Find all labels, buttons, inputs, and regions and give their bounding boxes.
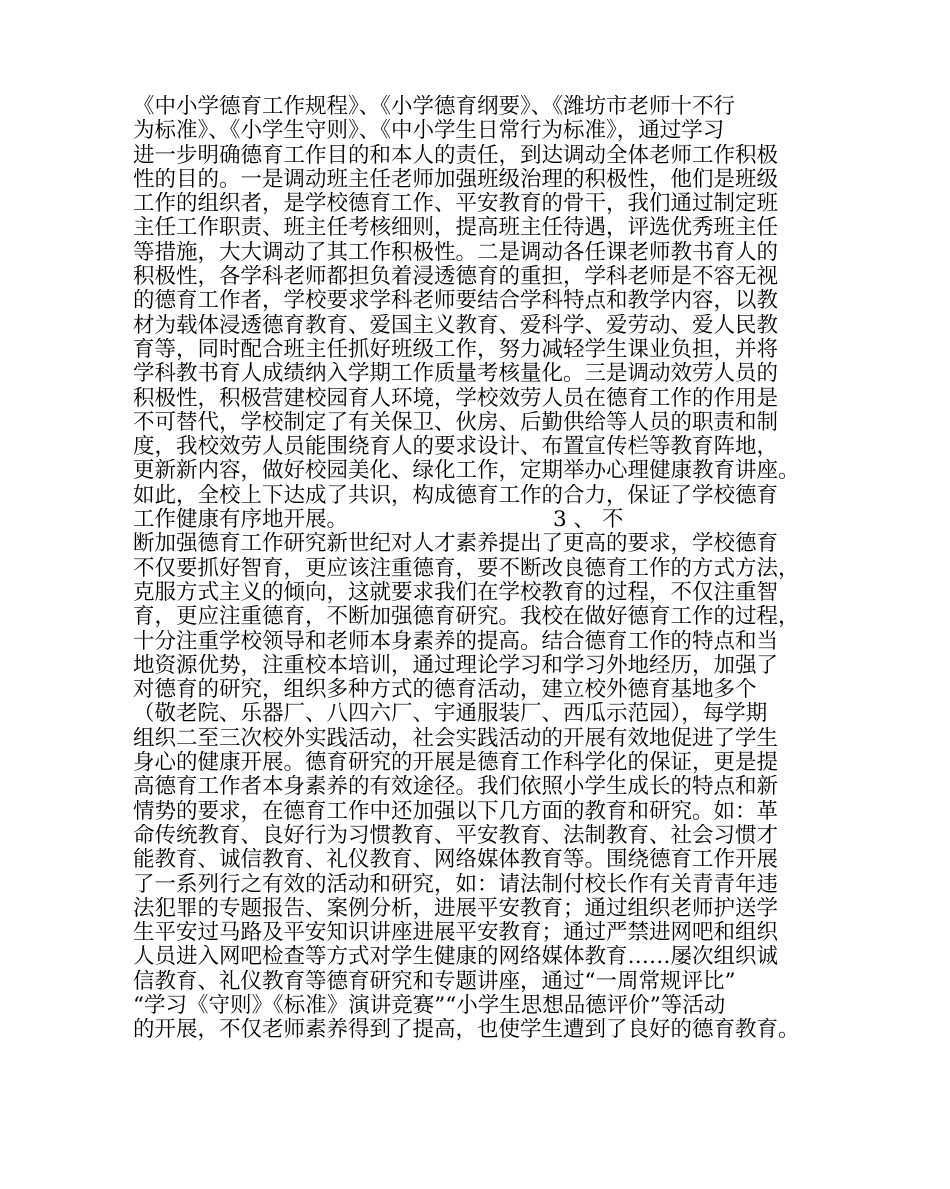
text-line: 的开展，不仅老师素养得到了提高，也使学生遭到了良好的德育教育。: [133, 1018, 800, 1043]
text-line: 度，我校效劳人员能围绕育人的要求设计、布置宣传栏等教育阵地，: [133, 435, 779, 460]
text-line: 断加强德育工作研究新世纪对人才素养提出了更高的要求，学校德育: [133, 532, 779, 557]
text-line: （敬老院、乐器厂、八四六厂、宇通服装厂、西瓜示范园），每学期: [133, 702, 768, 727]
text-line: 《中小学德育工作规程》、《小学德育纲要》、《潍坊市老师十不行: [133, 95, 736, 119]
text-line: 了一系列行之有效的活动和研究，如：请法制付校长作有关青青年违: [133, 872, 779, 897]
text-line: 信教育、礼仪教育等德育研究和专题讲座，通过“一周常规评比”: [133, 969, 736, 994]
text-line: 如此，全校上下达成了共识，构成德育工作的合力，保证了学校德育: [133, 483, 779, 508]
text-line: 主任工作职责、班主任考核细则，提高班主任待遇，评选优秀班主任: [133, 216, 779, 241]
text-line: 工作健康有序地开展。 3 、 不: [133, 508, 624, 533]
text-line: 不可替代，学校制定了有关保卫、伙房、后勤供给等人员的职责和制: [133, 410, 779, 435]
text-line: “学习《守则》《标准》演讲竞赛”“小学生思想品德评价”等活动: [133, 993, 726, 1018]
text-line: 更新新内容，做好校园美化、绿化工作，定期举办心理健康教育讲座。: [133, 459, 800, 484]
text-line: 克服方式主义的倾向，这就要求我们在学校教育的过程，不仅注重智: [133, 580, 779, 605]
text-line: 不仅要抓好智育，更应该注重德育，要不断改良德育工作的方式方法，: [133, 556, 800, 581]
text-line: 高德育工作者本身素养的有效途径。我们依照小学生成长的特点和新: [133, 775, 779, 800]
text-line: 学科教书育人成绩纳入学期工作质量考核量化。三是调动效劳人员的: [133, 362, 779, 387]
text-line: 积极性，各学科老师都担负着浸透德育的重担，学科老师是不容无视: [133, 265, 779, 290]
text-line: 育，更应注重德育，不断加强德育研究。我校在做好德育工作的过程，: [133, 605, 800, 630]
text-line: 法犯罪的专题报告、案例分析，进展平安教育；通过组织老师护送学: [133, 896, 779, 921]
text-line: 人员进入网吧检查等方式对学生健康的网络媒体教育……屡次组织诚: [133, 945, 779, 970]
text-line: 能教育、诚信教育、礼仪教育、网络媒体教育等。围绕德育工作开展: [133, 848, 779, 873]
text-line: 组织二至三次校外实践活动，社会实践活动的开展有效地促进了学生: [133, 726, 779, 751]
text-line: 地资源优势，注重校本培训，通过理论学习和学习外地经历，加强了: [133, 653, 779, 678]
text-line: 十分注重学校领导和老师本身素养的提高。结合德育工作的特点和当: [133, 629, 779, 654]
text-line: 积极性，积极营建校园育人环境，学校效劳人员在德育工作的作用是: [133, 386, 779, 411]
text-line: 进一步明确德育工作目的和本人的责任，到达调动全体老师工作积极: [133, 143, 779, 168]
text-line: 为标准》、《小学生守则》、《中小学生日常行为标准》，通过学习: [133, 119, 725, 144]
text-line: 育等，同时配合班主任抓好班级工作，努力减轻学生课业负担，并将: [133, 337, 779, 362]
text-line: 情势的要求，在德育工作中还加强以下几方面的教育和研究。如：革: [133, 799, 779, 824]
text-line: 身心的健康开展。德育研究的开展是德育工作科学化的保证，更是提: [133, 751, 779, 776]
text-line: 生平安过马路及平安知识讲座进展平安教育；通过严禁进网吧和组织: [133, 921, 779, 946]
text-line: 材为载体浸透德育教育、爱国主义教育、爱科学、爱劳动、爱人民教: [133, 313, 779, 338]
body-text: [133, 95, 823, 1043]
text-line: 性的目的。一是调动班主任老师加强班级治理的积极性，他们是班级: [133, 167, 779, 192]
text-line: 命传统教育、良好行为习惯教育、平安教育、法制教育、社会习惯才: [133, 823, 779, 848]
text-line: 工作的组织者，是学校德育工作、平安教育的骨干，我们通过制定班: [133, 192, 779, 217]
text-line: 等措施，大大调动了其工作积极性。二是调动各任课老师教书育人的: [133, 240, 779, 265]
text-line: 的德育工作者，学校要求学科老师要结合学科特点和教学内容，以教: [133, 289, 779, 314]
text-line: 对德育的研究，组织多种方式的德育活动，建立校外德育基地多个: [133, 678, 757, 703]
